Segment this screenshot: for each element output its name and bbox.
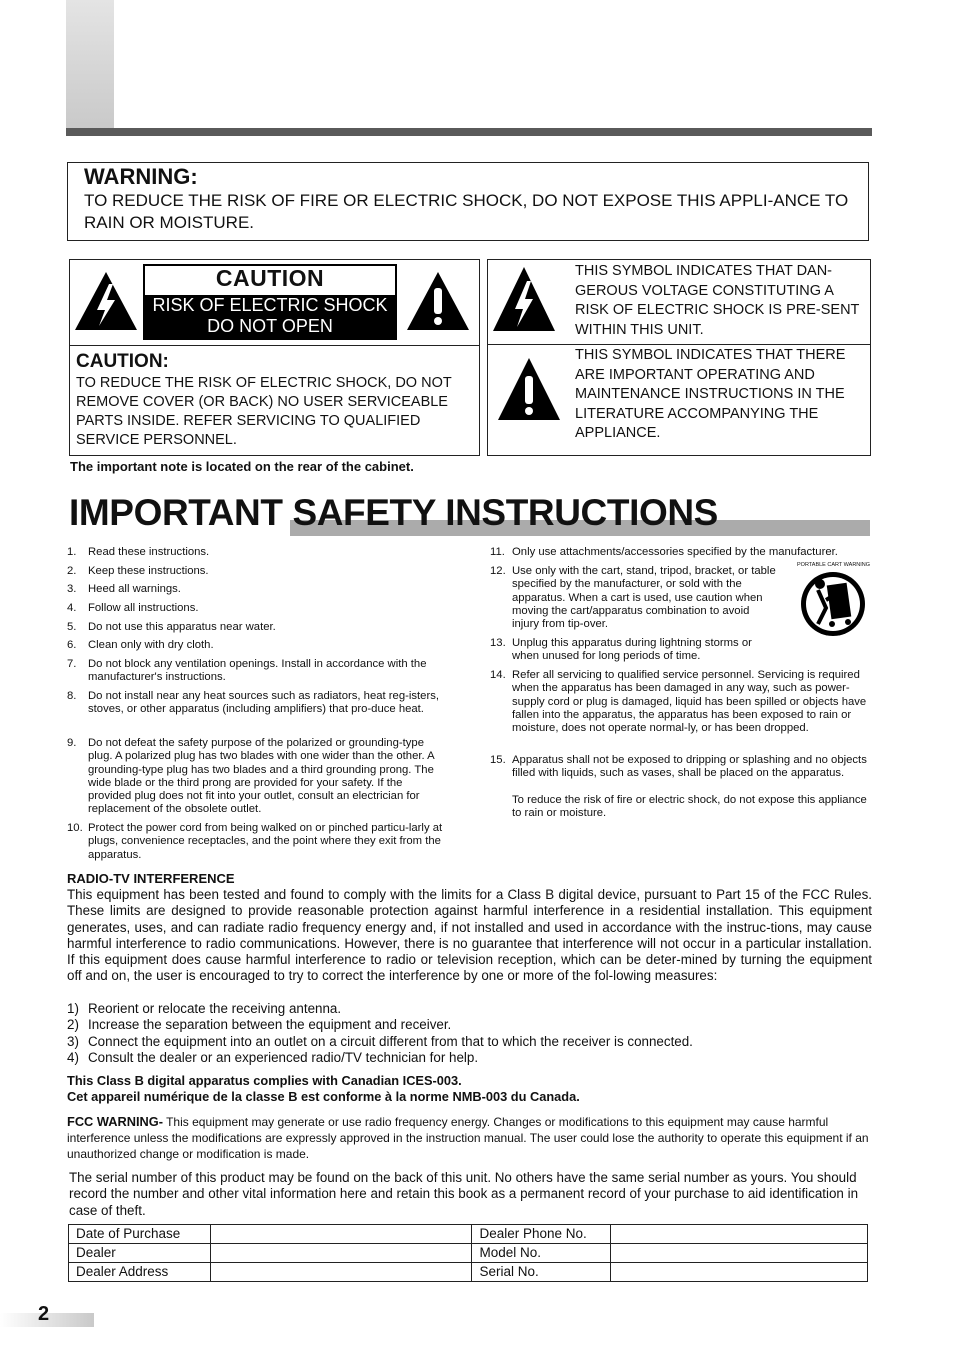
portable-cart-warning-icon: [796, 564, 870, 638]
table-cell-label: Dealer Phone No.: [472, 1225, 611, 1244]
table-cell-label: Dealer: [69, 1244, 211, 1263]
table-cell-field[interactable]: [210, 1263, 472, 1282]
page-title: IMPORTANT SAFETY INSTRUCTIONS: [69, 492, 718, 533]
measure-item: 1) Reorient or relocate the receiving antenna.: [67, 1001, 342, 1016]
table-cell-field[interactable]: [611, 1263, 868, 1282]
table-cell-field[interactable]: [611, 1244, 868, 1263]
table-cell-label: Dealer Address: [69, 1263, 211, 1282]
cart-warning-label: PORTABLE CART WARNING: [797, 562, 871, 568]
warning-title: WARNING:: [84, 164, 198, 189]
purchase-record-table: [68, 1224, 868, 1282]
caution-title: CAUTION:: [76, 351, 169, 372]
caution-label-line1: RISK OF ELECTRIC SHOCK: [152, 295, 388, 315]
measure-item: 2) Increase the separation between the equipment and receiver.: [67, 1017, 452, 1032]
table-cell-label: Model No.: [472, 1244, 611, 1263]
canada-compliance: This Class B digital apparatus complies with Canadian ICES-003. Cet appareil numérique de la classe B est conforme à la norme NMB-003 du Canada.: [67, 1073, 580, 1104]
measure-item: 3) Connect the equipment into an outlet on a circuit different from that to which the receiver is connected.: [67, 1034, 693, 1049]
serial-number-text: The serial number of this product may be found on the back of this unit. No others have the same serial number as yours. You should record the number and other vital information here and retain this book as a permanent record of your purchase to aid identification in case of theft.: [69, 1170, 859, 1218]
header-rule: [66, 128, 872, 136]
table-row: [69, 1263, 868, 1282]
electric-shock-icon: [73, 270, 139, 332]
lightning-symbol-text: THIS SYMBOL INDICATES THAT DAN-GEROUS VOLTAGE CONSTITUTING A RISK OF ELECTRIC SHOCK IS PRE-SENT WITHIN THIS UNIT.: [575, 263, 860, 338]
caution-label-band: [145, 295, 395, 338]
caution-box-divider: [69, 345, 480, 346]
cabinet-note: The important note is located on the rear of the cabinet.: [70, 459, 414, 474]
table-cell-label: Serial No.: [472, 1263, 611, 1282]
warning-text: TO REDUCE THE RISK OF FIRE OR ELECTRIC SHOCK, DO NOT EXPOSE THIS APPLI-ANCE TO RAIN OR MOISTURE.: [84, 191, 849, 232]
table-row: [69, 1244, 868, 1263]
caution-label-title: CAUTION: [215, 265, 325, 291]
fcc-warning-label: FCC WARNING-: [67, 1114, 163, 1129]
exclamation-symbol-text: THIS SYMBOL INDICATES THAT THERE ARE IMPORTANT OPERATING AND MAINTENANCE INSTRUCTIONS IN THE LITERATURE ACCOMPANYING THE APPLIANCE.: [575, 347, 846, 441]
table-cell-field[interactable]: [611, 1225, 868, 1244]
lightning-triangle-icon: [491, 265, 557, 333]
table-cell-field[interactable]: [210, 1225, 472, 1244]
caution-text: TO REDUCE THE RISK OF ELECTRIC SHOCK, DO NOT REMOVE COVER (OR BACK) NO USER SERVICEABLE PARTS INSIDE. REFER SERVICING TO QUALIFIED SERVICE PERSONNEL.: [76, 375, 452, 448]
fcc-warning: [67, 1114, 872, 1162]
table-cell-label: Date of Purchase: [69, 1225, 211, 1244]
measure-item: 4) Consult the dealer or an experienced radio/TV technician for help.: [67, 1050, 479, 1065]
table-row: [69, 1225, 868, 1244]
table-cell-field[interactable]: [210, 1244, 472, 1263]
radio-tv-title: RADIO-TV INTERFERENCE: [67, 871, 235, 886]
fcc-warning-text: This equipment may generate or use radio frequency energy. Changes or modifications to this equipment may cause harmful interference unless the modifications are expressly approved in the instruction manual. The user could lose the authority to operate this equipment if an unauthorized change or modification is made.: [67, 1115, 869, 1161]
exclamation-triangle-icon: [496, 356, 562, 422]
page-number: 2: [38, 1303, 50, 1325]
symbol-box-divider: [487, 344, 871, 345]
header-tab: [66, 0, 114, 130]
exclamation-icon: [405, 270, 471, 332]
radio-tv-text: This equipment has been tested and found to comply with the limits for a Class B digital device, pursuant to Part 15 of the FCC Rules. These limits are designed to provide reasonable protection against harmful interference in a residential installation. This equipment generates, uses, and can radiate radio frequency energy and, if not installed and used in accordance with the instruc-tions, may cause harmful interference to radio communications. However, there is no guarantee that interference will not occur in a particular installation. If this equipment does cause harmful interference to radio or television reception, which can be deter-mined by turning the equipment off and on, the user is encouraged to try to correct the interference by one or more of the fol-lowing measures:: [67, 887, 872, 984]
caution-label-line2: DO NOT OPEN: [207, 316, 333, 336]
